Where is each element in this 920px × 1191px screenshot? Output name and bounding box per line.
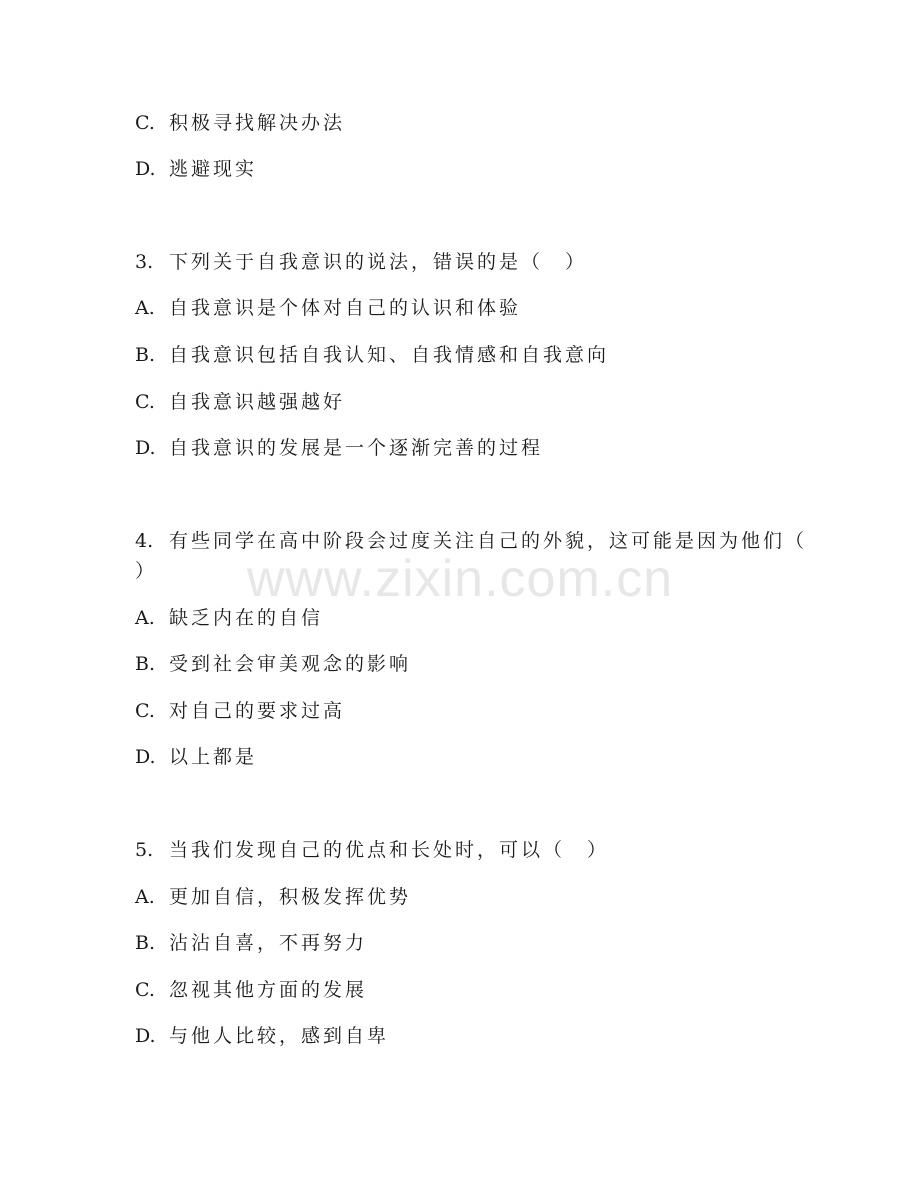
question-number: 3.: [135, 251, 154, 273]
option-label: A.: [135, 607, 155, 629]
option-text: 更加自信，积极发挥优势: [169, 886, 412, 908]
question-number: 4.: [135, 530, 154, 552]
question-text: 下列关于自我意识的说法，错误的是（ ）: [169, 251, 588, 273]
option-text: 对自己的要求过高: [169, 700, 346, 722]
q4-option-b: [135, 652, 795, 676]
q3-option-b: [135, 343, 795, 367]
q5-option-d: [135, 1024, 795, 1048]
option-text: 忽视其他方面的发展: [169, 979, 368, 1001]
option-label: D.: [135, 746, 156, 768]
option-label: C.: [135, 979, 155, 1001]
option-text: 自我意识是个体对自己的认识和体验: [169, 297, 522, 319]
q5-option-a: [135, 885, 795, 909]
option-label: A.: [135, 297, 155, 319]
option-text: 与他人比较，感到自卑: [169, 1025, 390, 1047]
option-text: 自我意识越强越好: [169, 391, 346, 413]
q3-stem: [135, 250, 795, 274]
question-text: 有些同学在高中阶段会过度关注自己的外貌，这可能是因为他们（: [169, 530, 808, 552]
q2-option-d: [135, 157, 795, 181]
option-label: D.: [135, 437, 156, 459]
q5-stem: [135, 838, 795, 862]
option-text: 以上都是: [169, 746, 258, 768]
question-text-continued: ）: [135, 560, 158, 582]
q3-option-c: [135, 390, 795, 414]
option-text: 逃避现实: [169, 158, 258, 180]
option-label: C.: [135, 112, 155, 134]
option-text: 沾沾自喜，不再努力: [169, 932, 368, 954]
option-label: D.: [135, 158, 156, 180]
option-label: B.: [135, 344, 156, 366]
option-label: B.: [135, 932, 156, 954]
option-label: D.: [135, 1025, 156, 1047]
option-text: 自我意识包括自我认知、自我情感和自我意向: [169, 344, 610, 366]
q2-option-c: [135, 111, 795, 135]
option-label: C.: [135, 700, 155, 722]
q3-option-d: [135, 436, 795, 460]
watermark: www.zixin.com.cn: [246, 550, 674, 608]
q5-option-b: [135, 931, 795, 955]
option-text: 受到社会审美观念的影响: [169, 653, 412, 675]
q4-option-c: [135, 699, 795, 723]
option-text: 积极寻找解决办法: [169, 112, 346, 134]
option-label: C.: [135, 391, 155, 413]
option-label: B.: [135, 653, 156, 675]
option-text: 缺乏内在的自信: [169, 607, 324, 629]
q5-option-c: [135, 978, 795, 1002]
question-text: 当我们发现自己的优点和长处时，可以（ ）: [169, 839, 610, 861]
q3-option-a: [135, 296, 795, 320]
option-label: A.: [135, 886, 155, 908]
q4-option-d: [135, 745, 795, 769]
option-text: 自我意识的发展是一个逐渐完善的过程: [169, 437, 544, 459]
question-number: 5.: [135, 839, 154, 861]
